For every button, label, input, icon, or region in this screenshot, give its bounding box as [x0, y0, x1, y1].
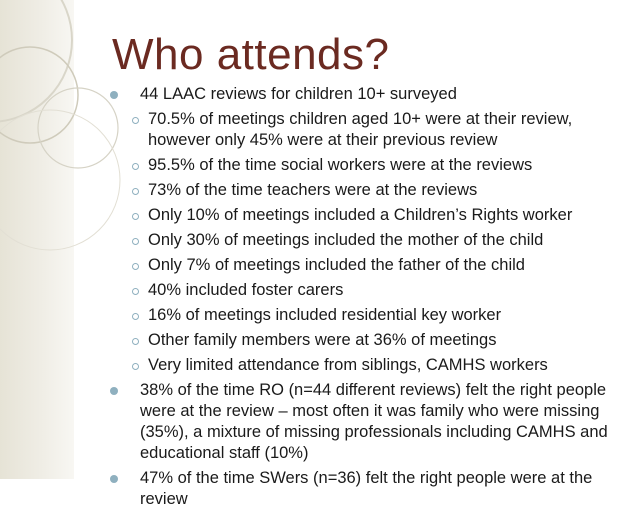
bullet-text: 44 LAAC reviews for children 10+ surveyed: [140, 85, 457, 103]
bullet-text: 38% of the time RO (n=44 different reviews) felt the right people were at the review – most often it was family who were missing (35%), a mixture of missing professionals including CAMHS and educational staff (10%): [140, 381, 608, 462]
sub-bullet-item: [118, 155, 618, 176]
sub-bullet-item: [118, 355, 618, 376]
sub-bullet-item: [118, 330, 618, 351]
bullet-item: [118, 84, 618, 105]
bullet-item: [118, 380, 618, 464]
sub-bullet-item: [118, 305, 618, 326]
sub-bullet-item: [118, 109, 618, 151]
slide-title: Who attends?: [112, 30, 390, 79]
sub-bullet-item: [118, 230, 618, 251]
sub-bullet-text: 40% included foster carers: [148, 281, 344, 299]
sub-bullet-text: Only 30% of meetings included the mother of the child: [148, 231, 544, 249]
sub-bullet-text: 73% of the time teachers were at the reviews: [148, 181, 478, 199]
slide-body: [118, 84, 618, 510]
sub-bullet-text: 95.5% of the time social workers were at the reviews: [148, 156, 533, 174]
sub-bullet-text: 70.5% of meetings children aged 10+ were at their review, however only 45% were at their previous review: [148, 110, 573, 149]
sub-bullet-item: [118, 180, 618, 201]
bullet-text: 47% of the time SWers (n=36) felt the right people were at the review: [140, 469, 593, 508]
bullet-item: [118, 468, 618, 510]
sub-bullet-text: Only 10% of meetings included a Children’s Rights worker: [148, 206, 573, 224]
sub-bullet-text: Other family members were at 36% of meetings: [148, 331, 497, 349]
sub-bullet-text: Very limited attendance from siblings, CAMHS workers: [148, 356, 548, 374]
sub-bullet-item: [118, 205, 618, 226]
sub-bullet-text: 16% of meetings included residential key worker: [148, 306, 502, 324]
sub-bullet-item: [118, 280, 618, 301]
sub-bullet-item: [118, 255, 618, 276]
sub-bullet-text: Only 7% of meetings included the father of the child: [148, 256, 525, 274]
